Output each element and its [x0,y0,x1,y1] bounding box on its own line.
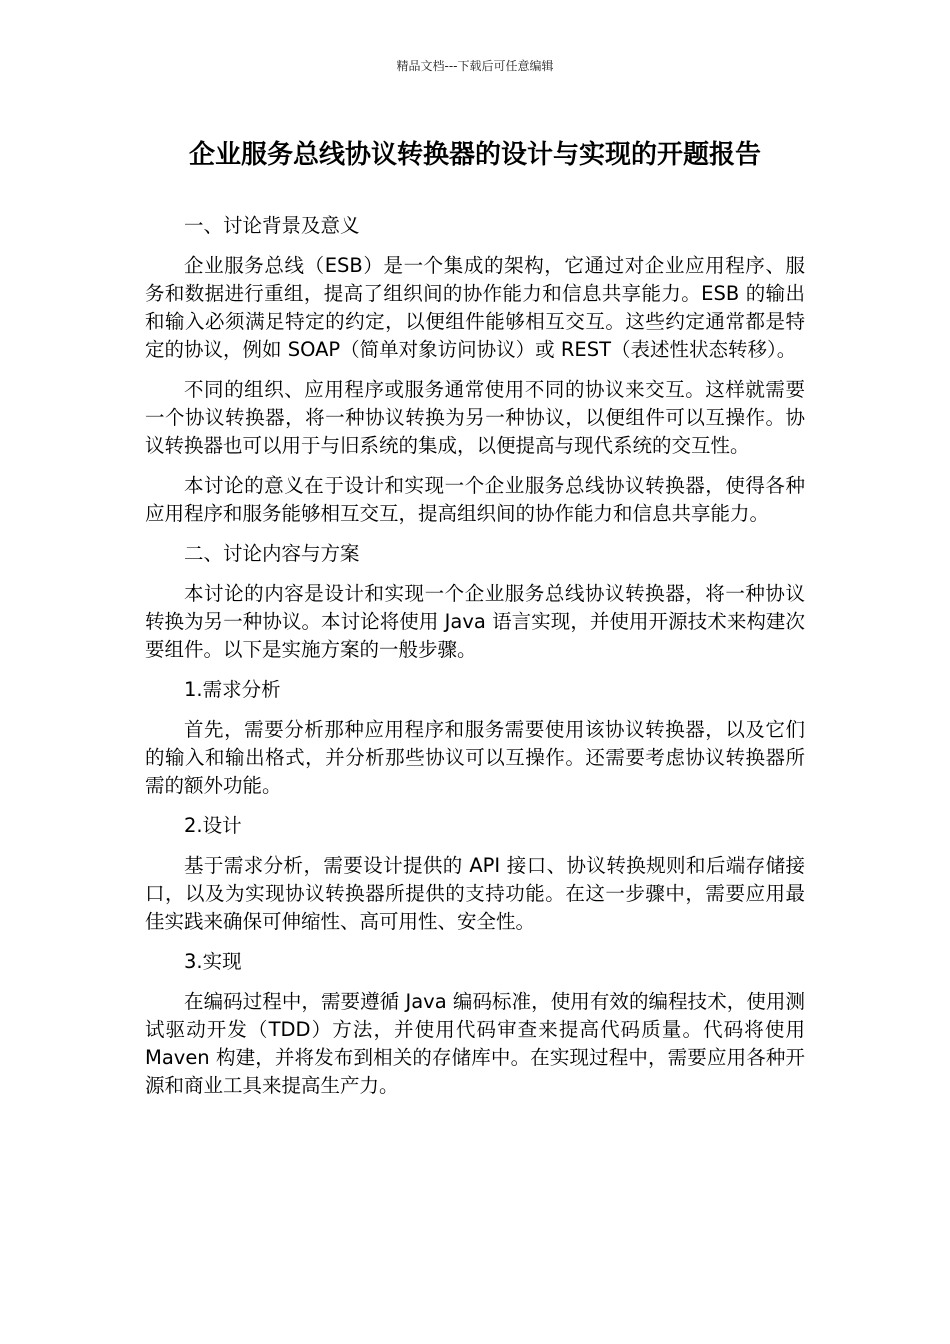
paragraph-requirements: 首先，需要分析那种应用程序和服务需要使用该协议转换器，以及它们的输入和输出格式，并分析那些协议可以互操作。还需要考虑协议转换器所需的额外功能。 [145,718,805,797]
section-heading-content-plan: 二、讨论内容与方案 [184,542,360,565]
document-title: 企业服务总线协议转换器的设计与实现的开题报告 [188,140,761,170]
paragraph-protocol-need: 不同的组织、应用程序或服务通常使用不同的协议来交互。这样就需要一个协议转换器，将一种协议转换为另一种协议，以便组件可以互操作。协议转换器也可以用于与旧系统的集成，以便提高与现代系统的交互性。 [145,378,805,457]
step-heading-requirements: 1.需求分析 [184,678,281,701]
step-heading-implementation: 3.实现 [184,950,242,973]
page-watermark: 精品文档---下载后可任意编辑 [396,59,554,73]
step-heading-design: 2.设计 [184,814,242,837]
paragraph-esb-intro: 企业服务总线（ESB）是一个集成的架构，它通过对企业应用程序、服务和数据进行重组，提高了组织间的协作能力和信息共享能力。ESB 的输出和输入必须满足特定的约定，以便组件能够相互交互。这些约定通常都是特定的协议，例如 SOAP（简单对象访问协议）或 REST（表述性状态转移）。 [145,254,805,361]
document-body [145,212,805,1112]
paragraph-content-overview: 本讨论的内容是设计和实现一个企业服务总线协议转换器，将一种协议转换为另一种协议。本讨论将使用 Java 语言实现，并使用开源技术来构建次要组件。以下是实施方案的一般步骤。 [145,582,805,661]
paragraph-design: 基于需求分析，需要设计提供的 API 接口、协议转换规则和后端存储接口，以及为实现协议转换器所提供的支持功能。在这一步骤中，需要应用最佳实践来确保可伸缩性、高可用性、安全性。 [145,854,805,933]
section-heading-background: 一、讨论背景及意义 [184,214,360,237]
paragraph-implementation: 在编码过程中，需要遵循 Java 编码标准，使用有效的编程技术，使用测试驱动开发（TDD）方法，并使用代码审查来提高代码质量。代码将使用 Maven 构建，并将发布到相关的存储库中。在实现过程中，需要应用各种开源和商业工具来提高生产力。 [145,990,805,1097]
paragraph-significance: 本讨论的意义在于设计和实现一个企业服务总线协议转换器，使得各种应用程序和服务能够相互交互，提高组织间的协作能力和信息共享能力。 [145,474,805,525]
